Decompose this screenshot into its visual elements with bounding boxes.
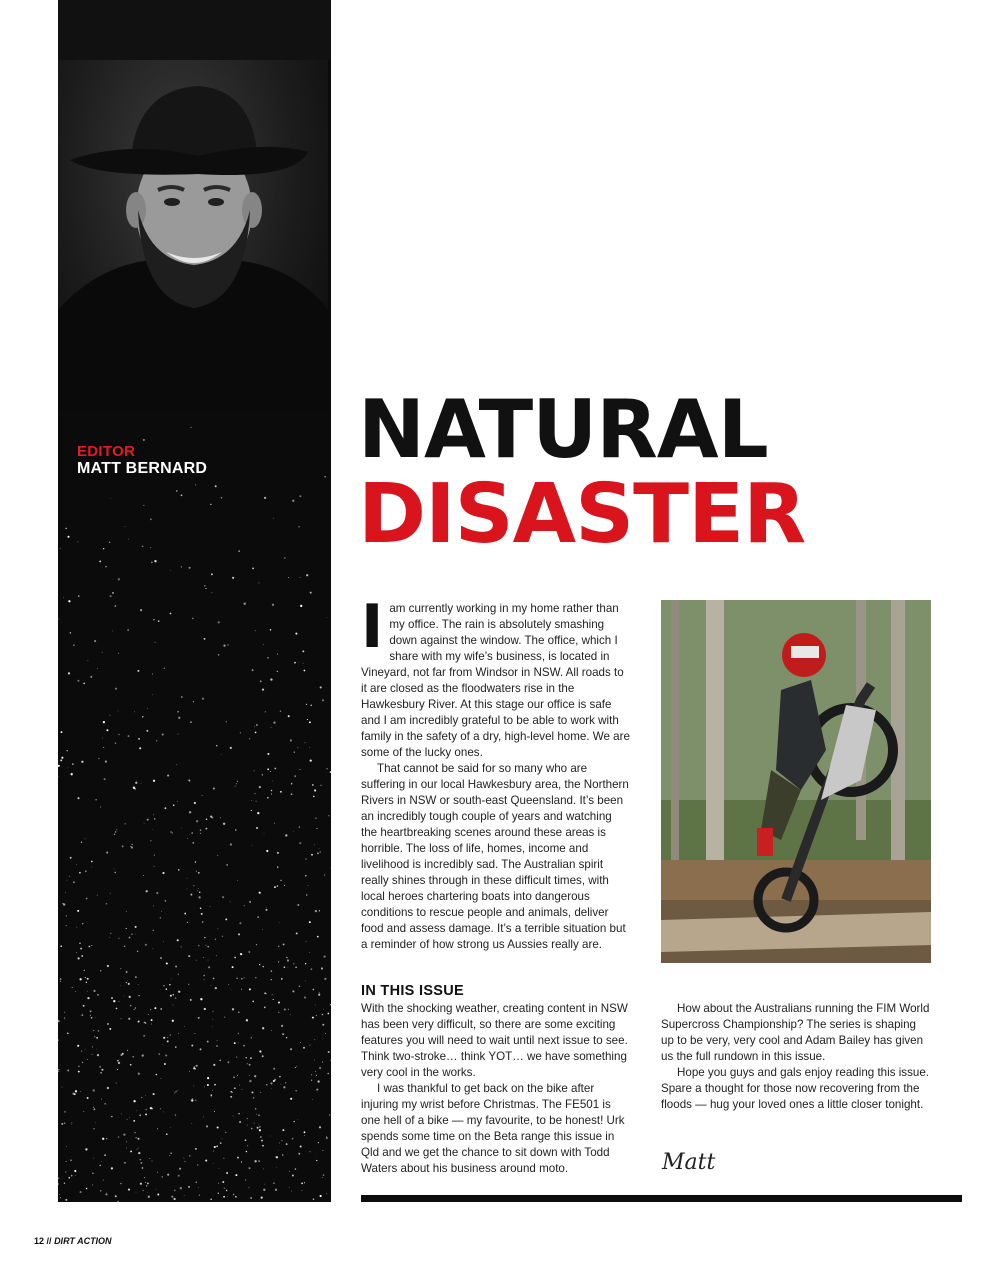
article-paragraph: With the shocking weather, creating content in NSW has been very difficult, so there are some exciting features you will need to wait until next issue to see. Think two-stroke… think YOT… we have something very cool in the works. — [361, 1002, 628, 1079]
page-number: 12 — [34, 1236, 45, 1246]
editor-signature: Matt — [662, 1150, 716, 1175]
article-paragraph: That cannot be said for so many who are suffering in our local Hawkesbury area, the Northern Rivers in NSW or south-east Queensland. It’s been an incredibly tough couple of years and watching the heartbreaking scenes around these areas is horrible. The loss of life, homes, income and livelihood is incredibly sad. The Australian spirit really shines through in these difficult times, with local heroes chartering boats into dangerous conditions to rescue people and animals, deliver food and assess damage. It’s a terrible situation but a reminder of how strong us Aussies really are. — [361, 762, 629, 951]
article-column-2 — [361, 1001, 631, 1177]
article-column-3 — [661, 1001, 931, 1113]
headline-line-2: DISASTER — [358, 467, 806, 562]
article-paragraph: Hope you guys and gals enjoy reading this issue. Spare a thought for those now recovering from the floods — hug your loved ones a little closer tonight. — [661, 1066, 929, 1111]
editor-name: MATT BERNARD — [77, 460, 208, 477]
editor-role-label: EDITOR — [77, 443, 136, 460]
article-paragraph: How about the Australians running the FIM World Supercross Championship? The series is shaping up to be very, very cool and Adam Bailey has given us the full rundown in this issue. — [661, 1002, 930, 1063]
starfield-texture — [58, 413, 331, 1202]
page-folio — [34, 1236, 112, 1246]
subheading-in-this-issue: IN THIS ISSUE — [361, 983, 464, 999]
folio-separator: // — [46, 1236, 52, 1246]
headline-line-1: NATURAL — [358, 383, 768, 476]
editor-portrait-photo — [58, 60, 328, 413]
magazine-name: DIRT ACTION — [54, 1236, 112, 1246]
article-paragraph: am currently working in my home rather than my office. The rain is absolutely smashing down against the window. The office, which I share with my wife’s business, is located in Vineyard, not far from Windsor in NSW. All roads to it are closed as the floodwaters rise in the Hawkesbury River. At this stage our office is safe and I am incredibly grateful to be able to work with family in the safety of a dry, high-level home. We are some of the lucky ones. — [361, 602, 630, 759]
bottom-rule — [361, 1195, 962, 1202]
article-paragraph: I was thankful to get back on the bike after injuring my wrist before Christmas. The FE501 is one hell of a bike — my favourite, to be honest! Urk spends some time on the Beta range this issue in Qld and we get the chance to sit down with Todd Waters about his business around moto. — [361, 1082, 625, 1175]
drop-cap: I — [361, 592, 384, 662]
rider-wheelie-photo — [661, 600, 931, 963]
sidebar-top-band — [58, 0, 331, 60]
article-column-1 — [361, 592, 631, 953]
